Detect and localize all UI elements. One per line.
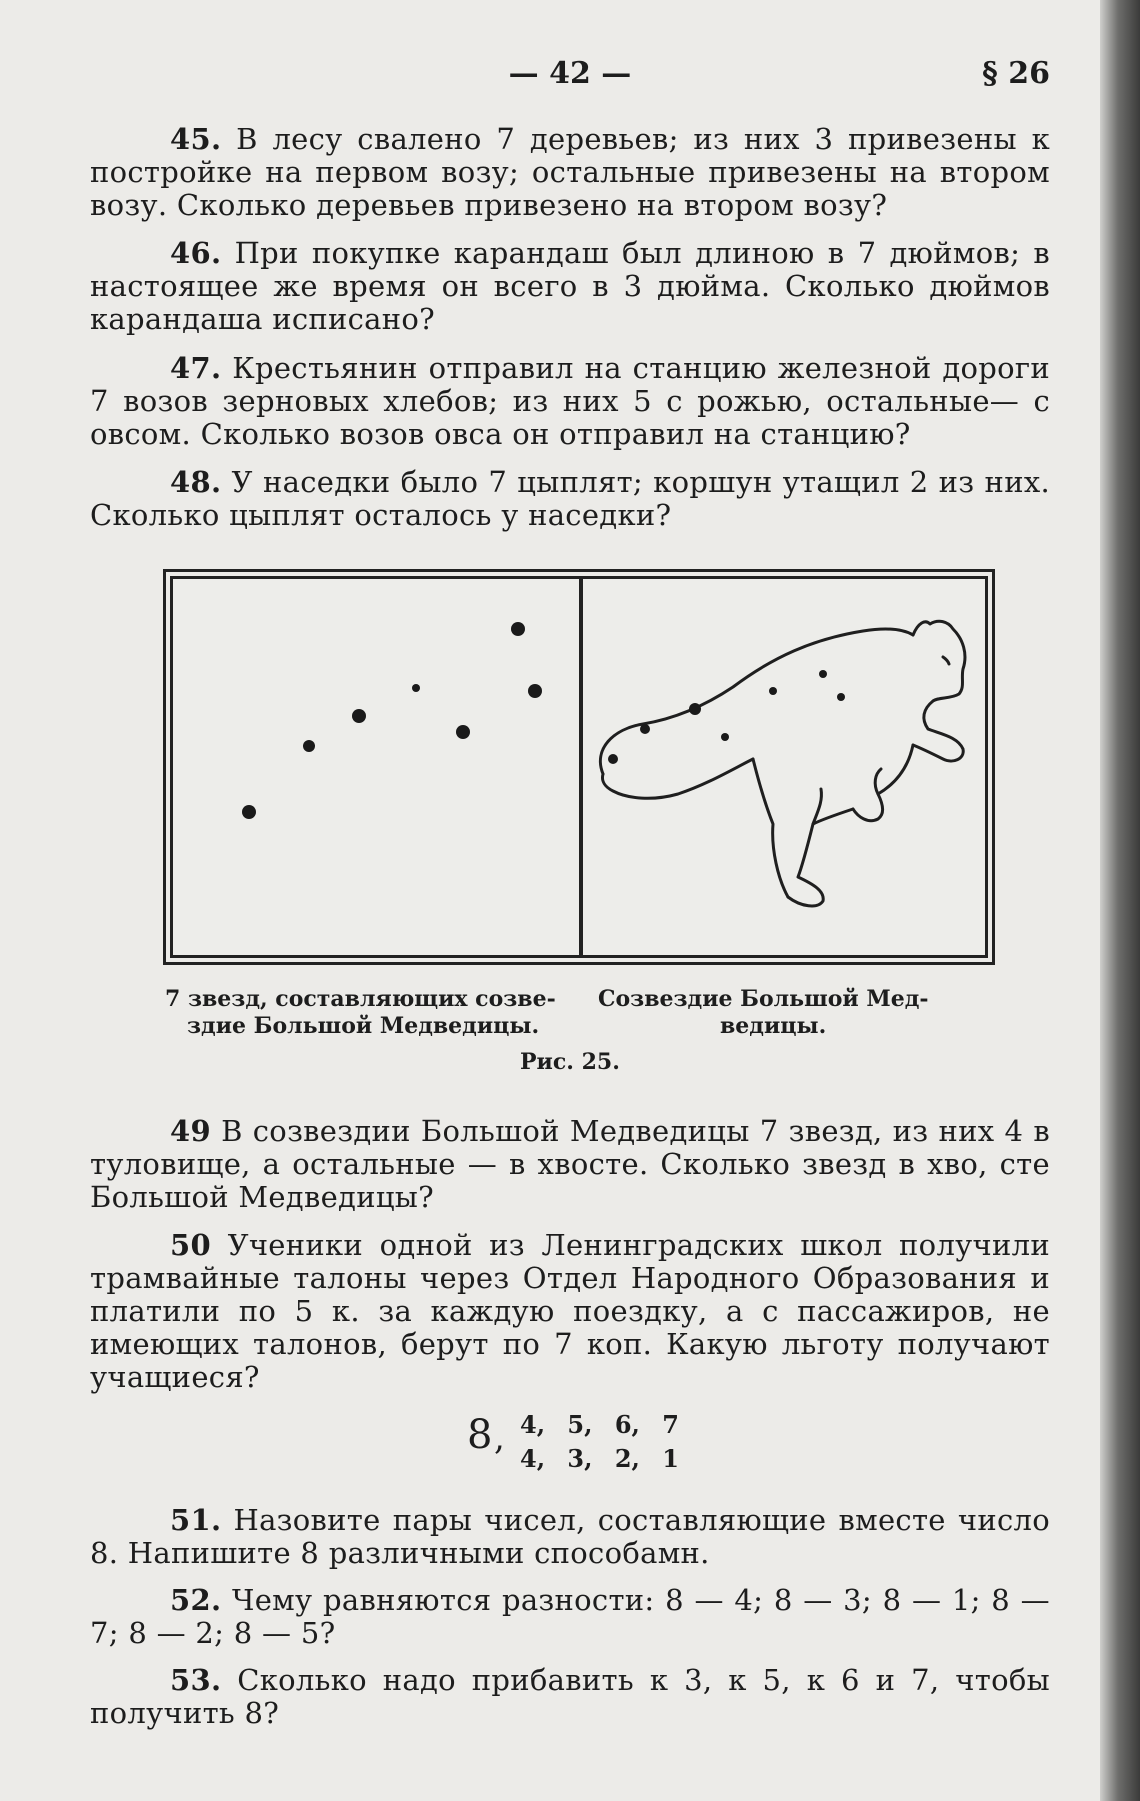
problem-text: Крестьянин отправил на станцию железной дороги 7 возов зерновых хлебов; из них 5 с рожью, остальные— с овсом. Сколько возов овса он отправил на станцию? [90,351,1050,451]
star-dot [769,687,777,695]
problem-text: Ученики одной из Ленинградских школ получили трамвайные талоны через Отдел Народного Образования и платили по 5 к. за каждую поездку, а с пассажиров, не имеющих талонов, берут по 7 коп. Какую льготу получают учащиеся? [90,1228,1050,1394]
star-dot [456,725,470,739]
problem-47 [90,352,1050,451]
problem-number: 45. [170,122,222,156]
page-header [90,56,1050,96]
problem-number: 46. [170,236,222,270]
caption-right-line1: Созвездие Большой Мед- [598,986,929,1012]
problem-52 [90,1584,1050,1650]
problem-53 [90,1664,1050,1730]
star-dot [412,684,420,692]
problem-51 [90,1504,1050,1570]
problem-50 [90,1229,1050,1394]
formula-bottom-row: 4, 3, 2, 1 [520,1444,679,1473]
problem-text: В лесу свалено 7 деревьев; из них 3 привезены к постройке на первом возу; остальные привезены на втором возу. Сколько деревьев привезено на втором возу? [90,122,1050,222]
number-composition-formula [462,1408,702,1478]
problem-number: 47. [170,351,222,385]
problem-number: 52. [170,1583,222,1617]
star-dot [819,670,827,678]
problem-49 [90,1115,1050,1214]
problem-text: У наседки было 7 цыплят; коршун утащил 2 из них. Сколько цыплят осталось у наседки? [90,465,1050,532]
problem-number: 53. [170,1663,222,1697]
caption-left [165,986,556,1040]
caption-right-line2: ведицы. [720,1013,827,1039]
caption-right [598,986,929,1040]
problem-number: 48. [170,465,222,499]
star-dots [242,622,542,819]
star-dot [303,740,315,752]
star-dot [640,724,650,734]
page-number: — 42 — [508,56,632,91]
problem-text: Назовите пары чисел, составляющие вместе число 8. Напишите 8 различными способамн. [90,1503,1050,1570]
star-dot [511,622,525,636]
star-dot [352,709,366,723]
problem-number: 51. [170,1503,222,1537]
formula-comma: , [494,1418,505,1458]
caption-left-line1: 7 звезд, составляющих созве- [165,986,556,1012]
star-dot [528,684,542,698]
formula-base: 8 [467,1412,493,1458]
problem-number: 49 [170,1114,211,1148]
problem-text: В созвездии Большой Медведицы 7 звезд, из них 4 в туловище, а остальные — в хвосте. Сколько звезд в хво, сте Большой Медведицы? [90,1114,1050,1214]
bear-stars [608,670,845,764]
star-dot [689,703,701,715]
star-dot [837,693,845,701]
problem-text: Чему равняются разности: 8 — 4; 8 — 3; 8 — 1; 8 — 7; 8 — 2; 8 — 5? [90,1583,1050,1650]
problem-46 [90,237,1050,336]
problem-text: При покупке карандаш был длиною в 7 дюймов; в настоящее же время он всего в 3 дюйма. Сколько дюймов карандаша исписано? [90,236,1050,336]
problem-text: Сколько надо прибавить к 3, к 5, к 6 и 7, чтобы получить 8? [90,1663,1050,1730]
section-number: § 26 [982,56,1050,91]
formula-top-row: 4, 5, 6, 7 [520,1410,679,1439]
figure-label: Рис. 25. [520,1049,620,1075]
bear-sketch [600,621,965,906]
page-binding-shadow [1100,0,1140,1801]
figure-25 [170,576,988,958]
star-dot [721,733,729,741]
caption-left-line2: здие Большой Медведицы. [187,1013,540,1039]
problem-number: 50 [170,1228,211,1262]
star-dot [608,754,618,764]
problem-48 [90,466,1050,532]
figure-drawing [173,579,985,955]
star-dot [242,805,256,819]
problem-45 [90,123,1050,222]
